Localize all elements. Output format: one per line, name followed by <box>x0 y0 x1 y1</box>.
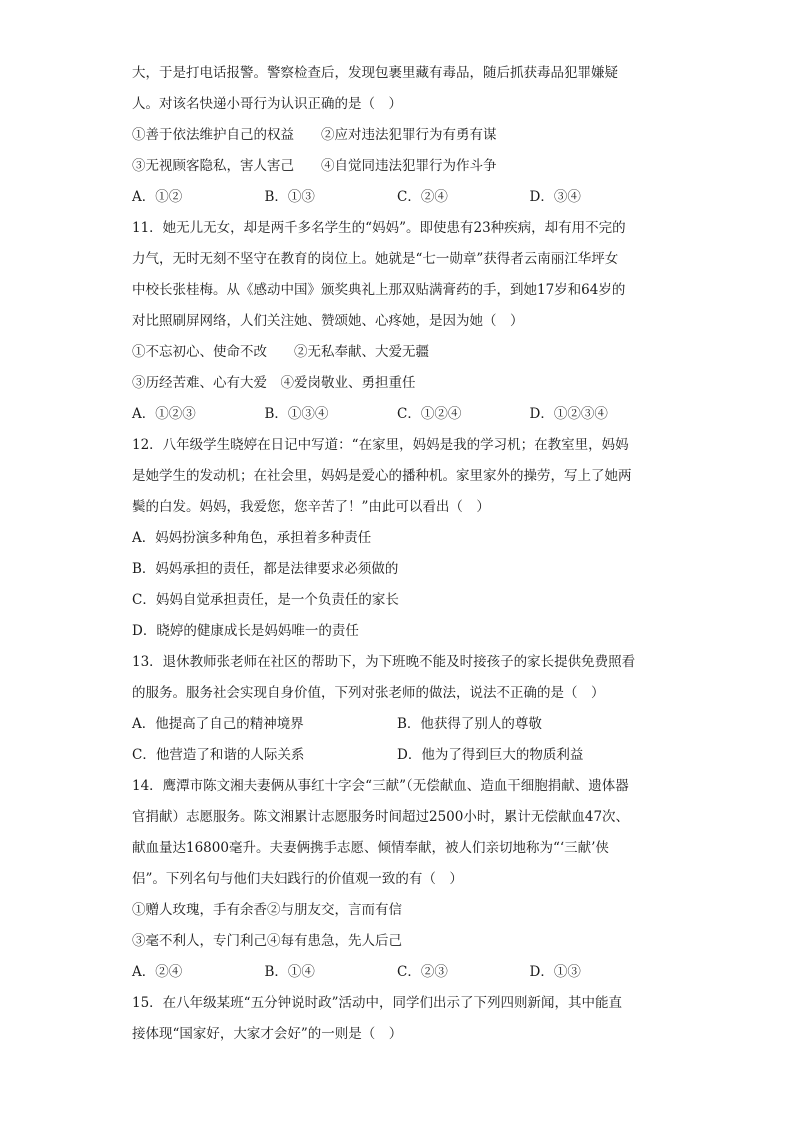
option-d: D．他为了得到巨大的物质利益 <box>397 747 584 763</box>
question-text-line: 的服务。服务社会实现自身价值，下列对张老师的做法，说法不正确的是（ ） <box>132 685 605 701</box>
answer-options <box>132 182 662 213</box>
question-text-line: 官捐献）志愿服务。陈文湘累计志愿服务时间超过2500小时，累计无偿献血47次、 <box>132 809 630 825</box>
option-b: B．①③④ <box>264 406 329 422</box>
option-c: C．①②④ <box>397 406 462 422</box>
option-b: B．①③ <box>264 189 315 205</box>
option-c: C．他营造了和谐的人际关系 <box>132 747 305 763</box>
option-b: B．他获得了别人的尊敬 <box>397 716 542 732</box>
statement-line: ③无视顾客隐私，害人害己 ④自觉同违法犯罪行为作斗争 <box>132 158 497 174</box>
question-text-line: 鬓的白发。妈妈，我爱您，您辛苦了！”由此可以看出（ ） <box>132 499 490 515</box>
question-15 <box>132 988 662 1050</box>
question-text-line: 14．鹰潭市陈文湘夫妻俩从事红十字会“三献”（无偿献血、造血干细胞捐献、遗体器 <box>132 778 629 794</box>
option-a: A．①②③ <box>132 406 196 422</box>
page-content <box>132 58 662 1050</box>
option-d: D．晓婷的健康成长是妈妈唯一的责任 <box>132 623 359 639</box>
statement-line: ③历经苦难、心有大爱 ④爱岗敬业、勇担重任 <box>132 375 416 391</box>
question-text-line: 对比照刷屏网络，人们关注她、赞颂她、心疼她，是因为她（ ） <box>132 313 524 329</box>
question-text-line: 献血量达16800毫升。夫妻俩携手志愿、倾情奉献，被人们亲切地称为“‘三献’侠 <box>132 840 609 856</box>
question-text-line: 13．退休教师张老师在社区的帮助下，为下班晚不能及时接孩子的家长提供免费照看 <box>132 654 636 670</box>
question-14 <box>132 771 662 988</box>
option-a: A．①② <box>132 189 183 205</box>
option-d: D．①②③④ <box>529 406 608 422</box>
question-11 <box>132 213 662 430</box>
question-text-line: 中校长张桂梅。从《感动中国》颁奖典礼上那双贴满膏药的手，到她17岁和64岁的 <box>132 282 626 298</box>
question-10 <box>132 58 662 213</box>
option-a: A．妈妈扮演多种角色，承担着多种责任 <box>132 530 372 546</box>
question-text-line: 大，于是打电话报警。警察检查后，发现包裹里藏有毒品，随后抓获毒品犯罪嫌疑 <box>132 65 618 81</box>
option-a: A．②④ <box>132 964 183 980</box>
question-text-line: 11．她无儿无女，却是两千多名学生的“妈妈”。即使患有23种疾病，却有用不完的 <box>132 220 626 236</box>
question-text-line: 侣”。下列名句与他们夫妇践行的价值观一致的有（ ） <box>132 871 463 887</box>
answer-options <box>132 399 662 430</box>
answer-options <box>132 740 662 771</box>
question-13 <box>132 647 662 771</box>
option-d: D．①③ <box>529 964 581 980</box>
option-d: D．③④ <box>529 189 581 205</box>
option-c: C．②④ <box>397 189 448 205</box>
statement-line: ①善于依法维护自己的权益 ②应对违法犯罪行为有勇有谋 <box>132 127 497 143</box>
question-text-line: 力气，无时无刻不坚守在教育的岗位上。她就是“七一勋章”获得者云南丽江华坪女 <box>132 251 619 267</box>
option-a: A．他提高了自己的精神境界 <box>132 716 304 732</box>
option-b: B．妈妈承担的责任，都是法律要求必须做的 <box>132 561 399 577</box>
answer-options <box>132 709 662 740</box>
answer-options <box>132 957 662 988</box>
question-text-line: 12．八年级学生晓婷在日记中写道：“在家里，妈妈是我的学习机；在教室里，妈妈 <box>132 437 629 453</box>
option-c: C．②③ <box>397 964 448 980</box>
statement-line: ③毫不利人，专门利己④每有患急，先人后己 <box>132 933 402 949</box>
option-c: C．妈妈自觉承担责任，是一个负责任的家长 <box>132 592 399 608</box>
statement-line: ①赠人玫瑰，手有余香②与朋友交，言而有信 <box>132 902 402 918</box>
question-text-line: 是她学生的发动机；在社会里，妈妈是爱心的播种机。家里家外的操劳，写上了她两 <box>132 468 632 484</box>
question-12 <box>132 430 662 647</box>
question-text-line: 人。对该名快递小哥行为认识正确的是（ ） <box>132 96 402 112</box>
question-text-line: 接体现“国家好，大家才会好”的一则是（ ） <box>132 1026 403 1042</box>
statement-line: ①不忘初心、使命不改 ②无私奉献、大爱无疆 <box>132 344 429 360</box>
question-text-line: 15．在八年级某班“五分钟说时政”活动中，同学们出示了下列四则新闻，其中能直 <box>132 995 622 1011</box>
option-b: B．①④ <box>264 964 315 980</box>
